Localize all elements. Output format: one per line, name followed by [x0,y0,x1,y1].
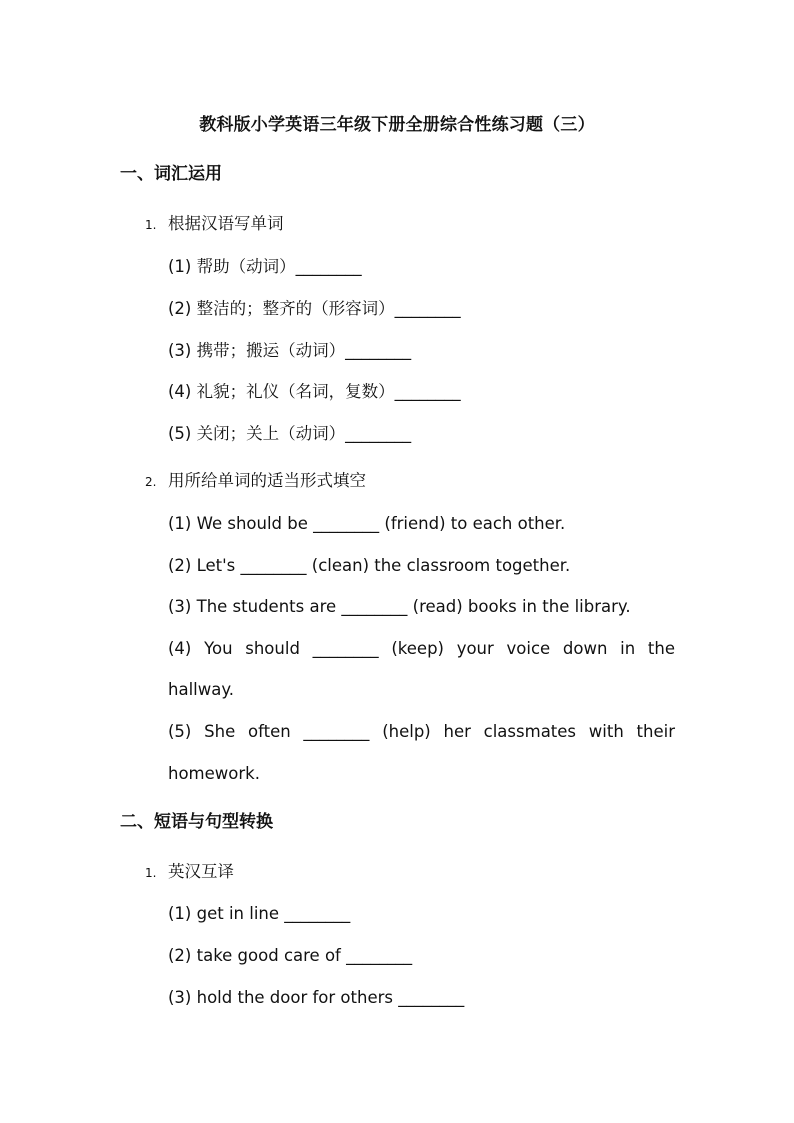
fill-item: (1) get in line ________ [168,904,351,923]
document-title: 教科版小学英语三年级下册全册综合性练习题（三） [199,115,595,135]
fill-item: (3) 携带；搬运（动词）________ [168,341,412,360]
fill-item: (2) take good care of ________ [168,946,413,965]
fill-item: (4) You should ________ (keep) your voice down in the [168,639,675,658]
fill-item: (5) 关闭；关上（动词）________ [168,424,412,443]
fill-item: (4) 礼貌；礼仪（名词，复数）________ [168,382,461,401]
question-number: 1. [145,218,157,232]
question-number: 2. [145,475,157,489]
question-title: 用所给单词的适当形式填空 [168,471,366,490]
question-number: 1. [145,866,157,880]
fill-item: (3) The students are ________ (read) books in the library. [168,597,631,616]
question-title: 英汉互译 [168,862,234,881]
fill-item-continuation: homework. [168,764,260,783]
question-title: 根据汉语写单词 [168,214,284,233]
fill-item-continuation: hallway. [168,680,234,699]
fill-item: (1) 帮助（动词）________ [168,257,362,276]
fill-item: (2) Let's ________ (clean) the classroom together. [168,556,571,575]
fill-item: (5) She often ________ (help) her classmates with their [168,722,675,741]
fill-item: (2) 整洁的；整齐的（形容词）________ [168,299,461,318]
section-heading-vocabulary: 一、词汇运用 [120,164,222,184]
section-heading-phrases: 二、短语与句型转换 [120,812,273,832]
fill-item: (1) We should be ________ (friend) to each other. [168,514,566,533]
fill-item: (3) hold the door for others ________ [168,988,465,1007]
